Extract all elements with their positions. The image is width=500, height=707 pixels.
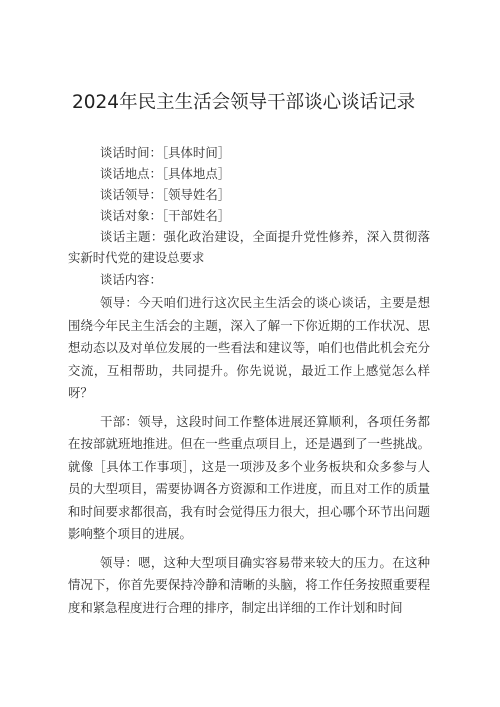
content-label: 谈话内容： <box>100 272 162 287</box>
document-title: 2024年民主生活会领导干部谈心谈话记录 <box>72 92 416 113</box>
meta-place: 谈话地点：［具体地点］ <box>100 166 231 181</box>
document-body <box>68 142 430 619</box>
paragraph-leader-2: 领导：嗯，这种大型项目确实容易带来较大的压力。在这种情况下，你首先要保持冷静和清晰的头脑，将工作任务按照重要程度和紧急程度进行合理的排序，制定出详细的工作计划和时间 <box>68 554 430 615</box>
meta-time: 谈话时间：［具体时间］ <box>100 145 231 160</box>
paragraph-cadre-1: 干部：领导，这段时间工作整体进展还算顺利，各项任务都在按部就班地推进。但在一些重点项目上，还是遇到了一些挑战。就像［具体工作事项］，这是一项涉及多个业务板块和众多参与人员的大型项目，需要协调各方资源和工作进度，而且对工作的质量和时间要求都很高，我有时会觉得压力很大，担心哪个环节出问题影响整个项目的进展。 <box>68 413 430 541</box>
paragraph-leader-1: 领导：今天咱们进行这次民主生活会的谈心谈话，主要是想围绕今年民主生活会的主题，深入了解一下你近期的工作状况、思想动态以及对单位发展的一些看法和建议等，咱们也借此机会充分交流，互相帮助，共同提升。你先说说，最近工作上感觉怎么样呀？ <box>68 295 430 400</box>
meta-subject: 谈话主题：强化政治建设，全面提升党性修养，深入贯彻落实新时代党的建设总要求 <box>68 229 430 265</box>
meta-leader: 谈话领导：［领导姓名］ <box>100 187 231 202</box>
meta-target: 谈话对象：［干部姓名］ <box>100 208 231 223</box>
